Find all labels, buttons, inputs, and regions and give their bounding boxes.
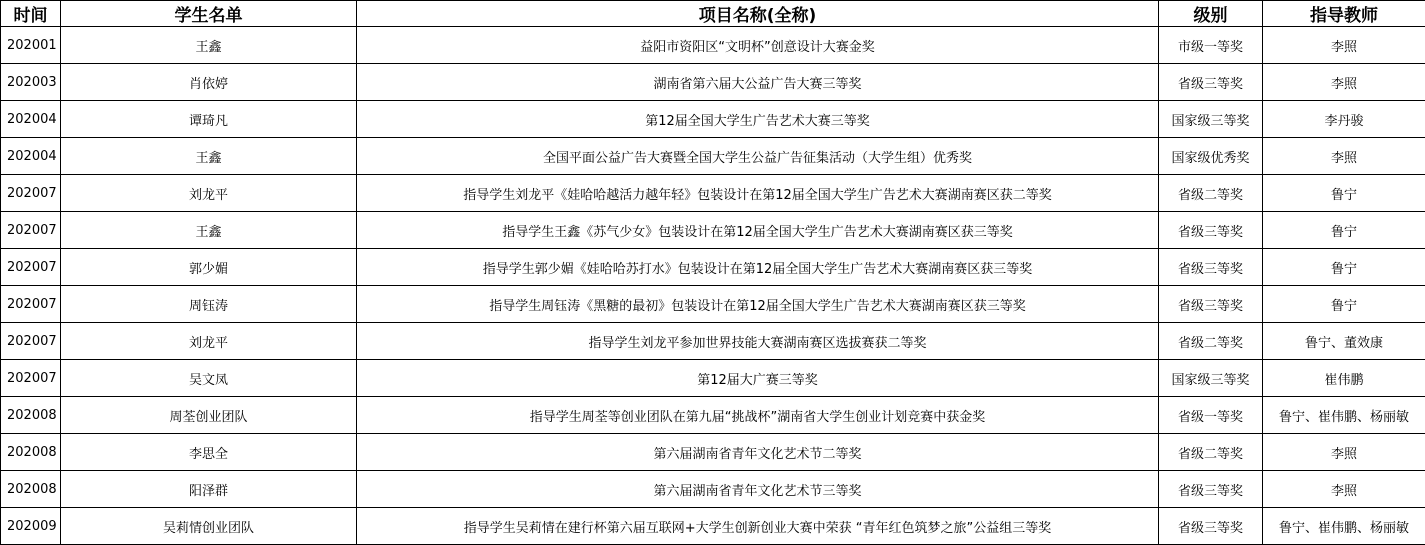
- cell-level: 省级三等奖: [1159, 286, 1263, 323]
- cell-teacher: 李照: [1263, 471, 1425, 508]
- cell-teacher: 鲁宁: [1263, 249, 1425, 286]
- table-row: [1, 64, 1425, 101]
- cell-students: 吴文凤: [61, 360, 357, 397]
- cell-level: 国家级优秀奖: [1159, 138, 1263, 175]
- table-row: [1, 212, 1425, 249]
- cell-level: 国家级三等奖: [1159, 360, 1263, 397]
- cell-time: 202004: [1, 101, 61, 138]
- cell-teacher: 鲁宁: [1263, 212, 1425, 249]
- cell-level: 省级三等奖: [1159, 64, 1263, 101]
- table-header: [1, 1, 1425, 27]
- cell-time: 202007: [1, 286, 61, 323]
- cell-teacher: 崔伟鹏: [1263, 360, 1425, 397]
- cell-time: 202009: [1, 508, 61, 545]
- cell-teacher: 鲁宁、崔伟鹏、杨丽敏: [1263, 508, 1425, 545]
- cell-students: 肖依婷: [61, 64, 357, 101]
- cell-students: 王鑫: [61, 212, 357, 249]
- cell-time: 202004: [1, 138, 61, 175]
- cell-students: 谭琦凡: [61, 101, 357, 138]
- header-row: [1, 1, 1425, 27]
- table-row: [1, 138, 1425, 175]
- table-row: [1, 434, 1425, 471]
- header-teacher: 指导教师: [1263, 1, 1425, 27]
- cell-project: 第12届全国大学生广告艺术大赛三等奖: [357, 101, 1159, 138]
- cell-project: 湖南省第六届大公益广告大赛三等奖: [357, 64, 1159, 101]
- header-project: 项目名称(全称): [357, 1, 1159, 27]
- cell-students: 王鑫: [61, 138, 357, 175]
- header-level: 级别: [1159, 1, 1263, 27]
- table-row: [1, 286, 1425, 323]
- header-students: 学生名单: [61, 1, 357, 27]
- header-time: 时间: [1, 1, 61, 27]
- cell-time: 202007: [1, 175, 61, 212]
- table-row: [1, 175, 1425, 212]
- cell-level: 国家级三等奖: [1159, 101, 1263, 138]
- cell-time: 202008: [1, 434, 61, 471]
- cell-teacher: 李照: [1263, 27, 1425, 64]
- cell-time: 202007: [1, 212, 61, 249]
- cell-time: 202007: [1, 323, 61, 360]
- table-body: [1, 27, 1425, 545]
- cell-project: 指导学生郭少媚《娃哈哈苏打水》包装设计在第12届全国大学生广告艺术大赛湖南赛区获三等奖: [357, 249, 1159, 286]
- table-row: [1, 508, 1425, 545]
- table-row: [1, 471, 1425, 508]
- cell-level: 市级一等奖: [1159, 27, 1263, 64]
- table-row: [1, 249, 1425, 286]
- cell-teacher: 鲁宁: [1263, 286, 1425, 323]
- cell-time: 202007: [1, 249, 61, 286]
- cell-time: 202008: [1, 397, 61, 434]
- table-row: [1, 397, 1425, 434]
- cell-teacher: 李照: [1263, 434, 1425, 471]
- cell-teacher: 李照: [1263, 64, 1425, 101]
- cell-teacher: 鲁宁: [1263, 175, 1425, 212]
- cell-students: 郭少媚: [61, 249, 357, 286]
- cell-project: 全国平面公益广告大赛暨全国大学生公益广告征集活动（大学生组）优秀奖: [357, 138, 1159, 175]
- table-row: [1, 323, 1425, 360]
- cell-project: 益阳市资阳区“文明杯”创意设计大赛金奖: [357, 27, 1159, 64]
- cell-teacher: 鲁宁、董效康: [1263, 323, 1425, 360]
- cell-level: 省级三等奖: [1159, 508, 1263, 545]
- cell-students: 吴莉情创业团队: [61, 508, 357, 545]
- cell-teacher: 李照: [1263, 138, 1425, 175]
- cell-students: 周钰涛: [61, 286, 357, 323]
- cell-time: 202003: [1, 64, 61, 101]
- cell-time: 202001: [1, 27, 61, 64]
- cell-teacher: 鲁宁、崔伟鹏、杨丽敏: [1263, 397, 1425, 434]
- cell-project: 指导学生刘龙平参加世界技能大赛湖南赛区选拔赛获二等奖: [357, 323, 1159, 360]
- cell-project: 指导学生周钰涛《黑糖的最初》包装设计在第12届全国大学生广告艺术大赛湖南赛区获三等奖: [357, 286, 1159, 323]
- cell-students: 阳泽群: [61, 471, 357, 508]
- cell-level: 省级三等奖: [1159, 471, 1263, 508]
- cell-students: 刘龙平: [61, 323, 357, 360]
- cell-level: 省级三等奖: [1159, 249, 1263, 286]
- cell-time: 202007: [1, 360, 61, 397]
- table-row: [1, 27, 1425, 64]
- cell-project: 指导学生王鑫《苏气少女》包装设计在第12届全国大学生广告艺术大赛湖南赛区获三等奖: [357, 212, 1159, 249]
- cell-level: 省级一等奖: [1159, 397, 1263, 434]
- cell-project: 指导学生周荃等创业团队在第九届“挑战杯”湖南省大学生创业计划竞赛中获金奖: [357, 397, 1159, 434]
- cell-level: 省级二等奖: [1159, 434, 1263, 471]
- cell-project: 指导学生吴莉情在建行杯第六届互联网+大学生创新创业大赛中荣获 “青年红色筑梦之旅”公益组三等奖: [357, 508, 1159, 545]
- cell-level: 省级三等奖: [1159, 212, 1263, 249]
- table-row: [1, 101, 1425, 138]
- cell-time: 202008: [1, 471, 61, 508]
- table-row: [1, 360, 1425, 397]
- cell-students: 王鑫: [61, 27, 357, 64]
- cell-teacher: 李丹骏: [1263, 101, 1425, 138]
- cell-students: 刘龙平: [61, 175, 357, 212]
- cell-level: 省级二等奖: [1159, 175, 1263, 212]
- cell-project: 第12届大广赛三等奖: [357, 360, 1159, 397]
- cell-students: 李思全: [61, 434, 357, 471]
- cell-level: 省级二等奖: [1159, 323, 1263, 360]
- cell-project: 第六届湖南省青年文化艺术节二等奖: [357, 434, 1159, 471]
- cell-project: 第六届湖南省青年文化艺术节三等奖: [357, 471, 1159, 508]
- cell-project: 指导学生刘龙平《娃哈哈越活力越年轻》包装设计在第12届全国大学生广告艺术大赛湖南赛区获二等奖: [357, 175, 1159, 212]
- cell-students: 周荃创业团队: [61, 397, 357, 434]
